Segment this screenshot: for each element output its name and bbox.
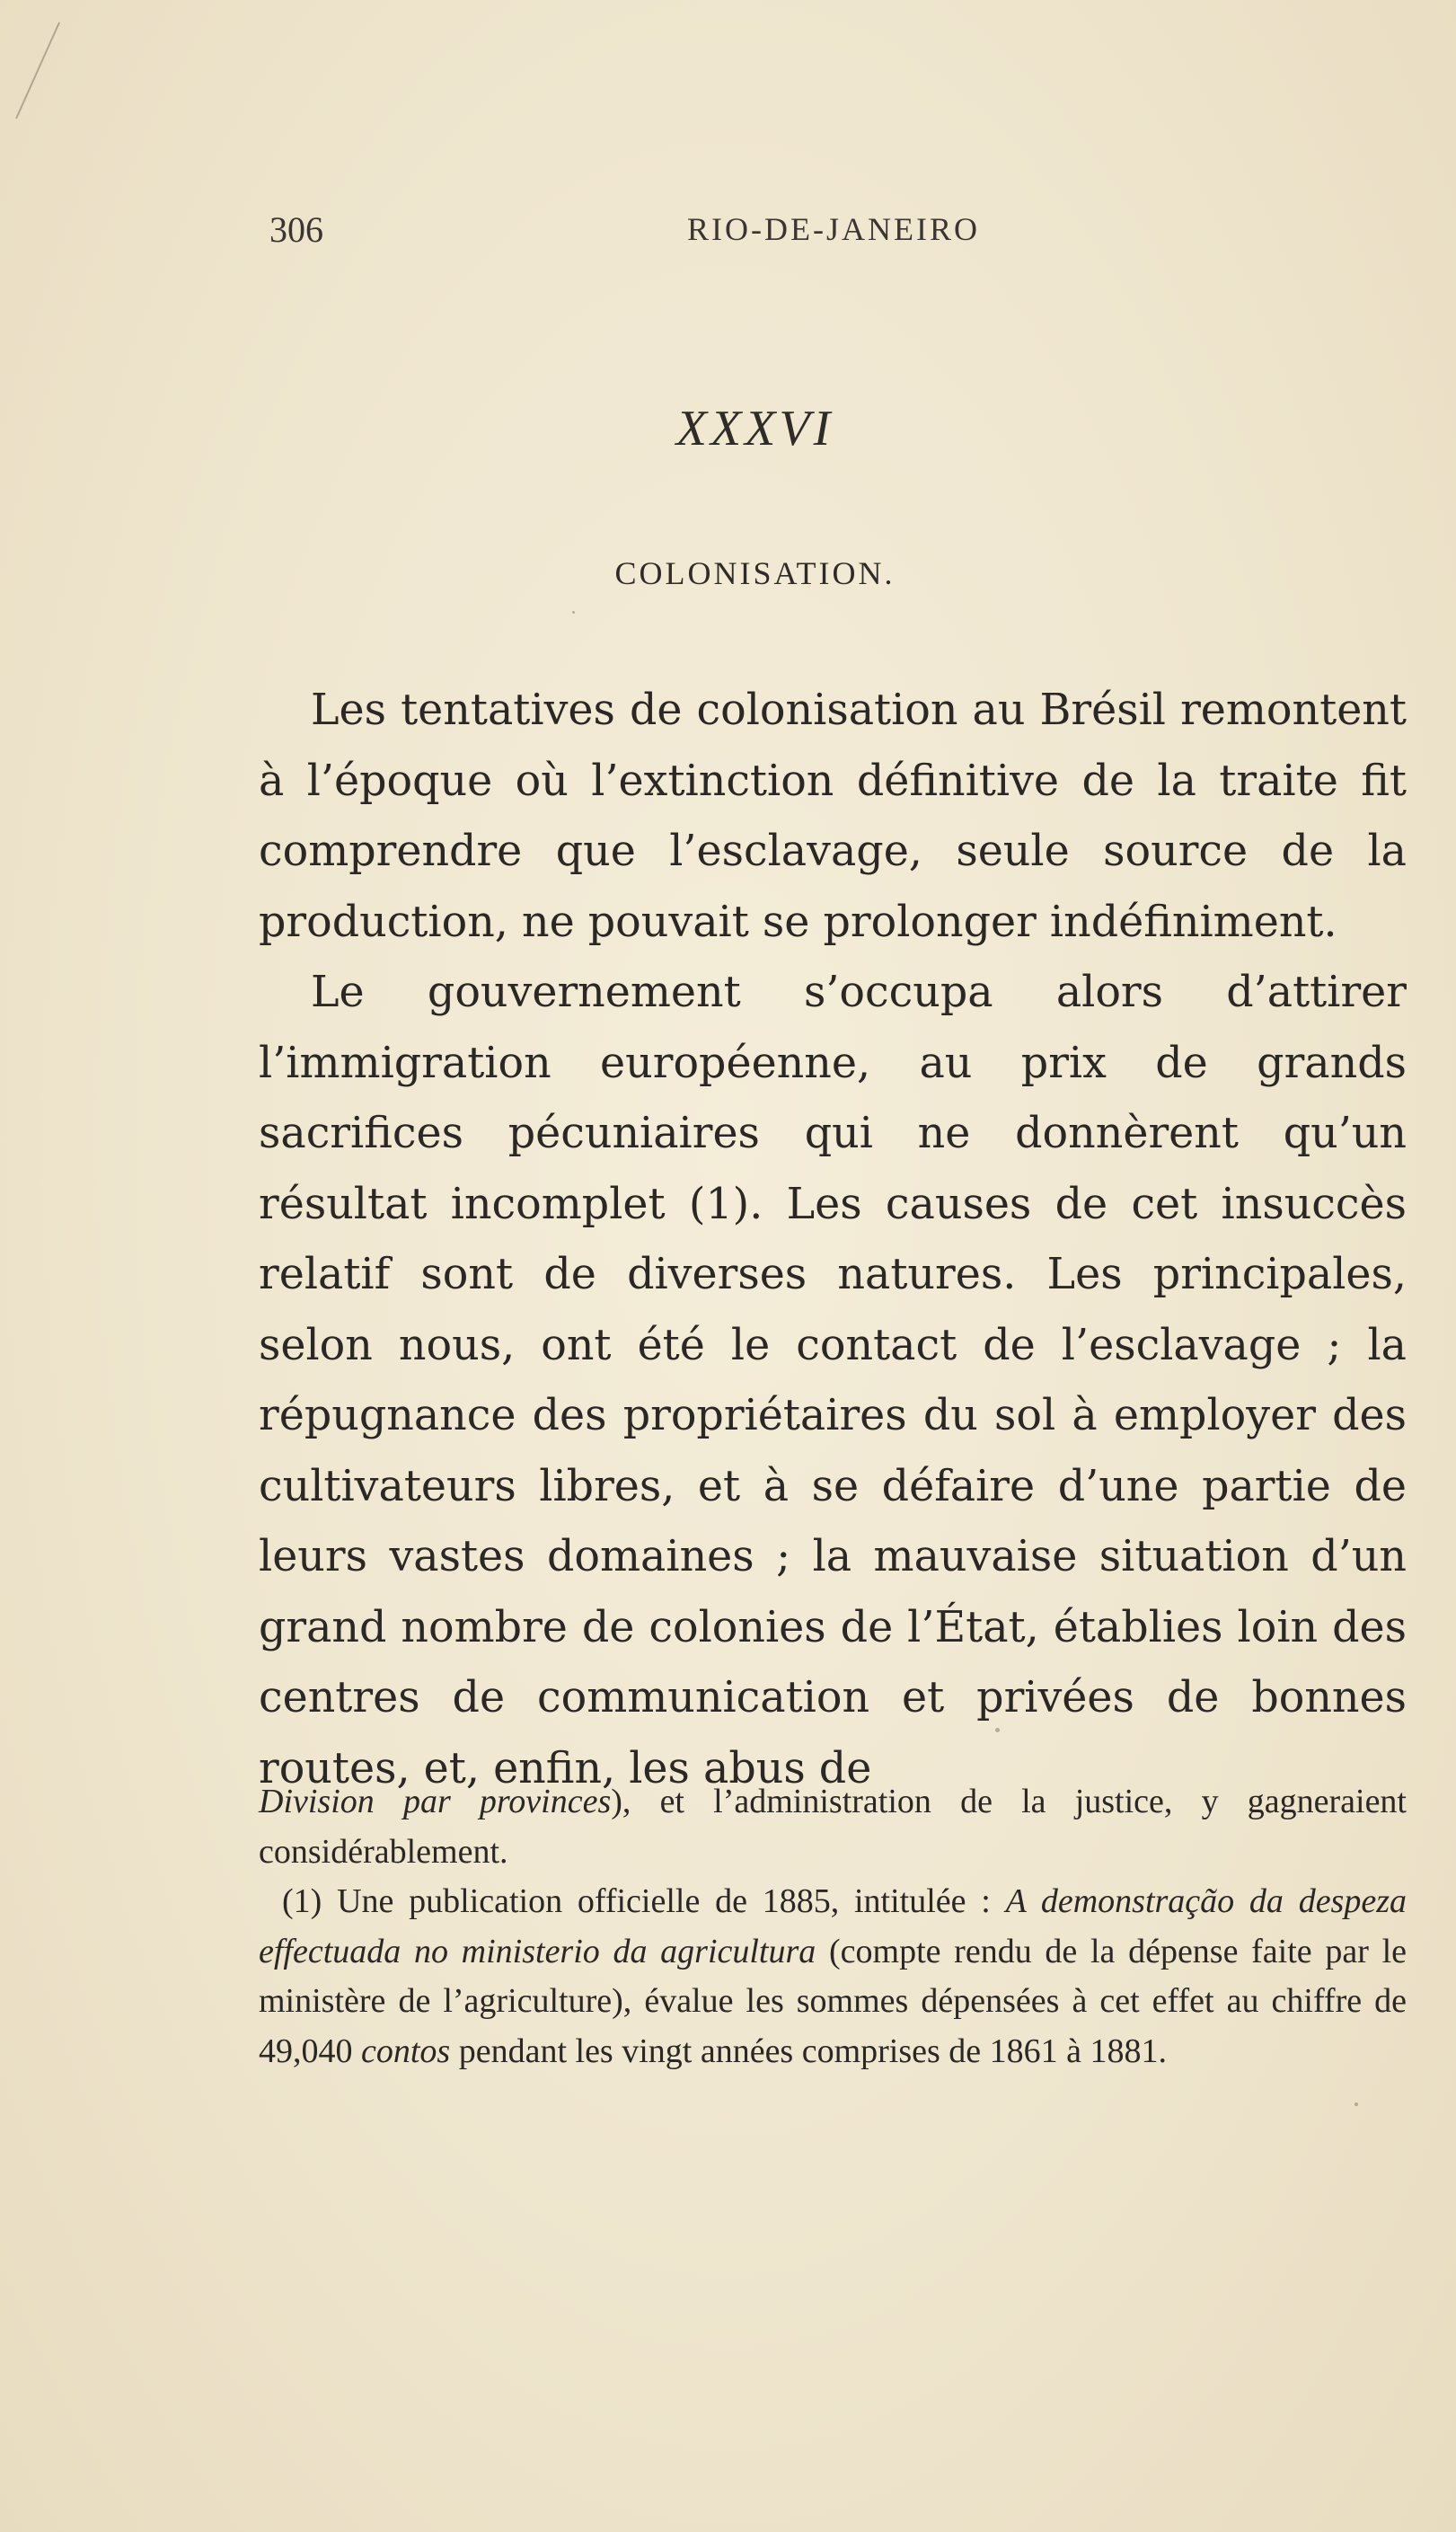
footnote-text: Une publication officielle de 1885, intitulée :: [337, 1882, 991, 1920]
ink-speck: [1355, 2103, 1358, 2106]
footnote-1: [259, 1877, 1407, 2076]
running-head: RIO-DE-JANEIRO: [687, 211, 980, 247]
chapter-number: XXXVI: [675, 401, 834, 456]
page-number: 306: [269, 209, 323, 250]
footnote-text: pendant les vingt années comprises de 1861 à 1881.: [458, 2032, 1168, 2070]
pencil-mark-icon: [5, 18, 68, 126]
footnote-italic-title: A demonstração da despeza effectuada no ministerio da agricultura: [259, 1882, 1407, 1970]
footnote-marker: (1): [282, 1882, 322, 1920]
footnote-italic-text: Division par provinces: [259, 1783, 612, 1820]
paragraph: Le gouvernement s’occupa alors d’attirer l’immigration européenne, au prix de grands sacrifices pécuniaires qui ne donnèrent qu’un résultat incomplet (1). Les causes de cet insuccès relatif sont de diverses natures. Les principales, selon nous, ont été le contact de l’esclavage ; la répugnance des propriétaires du sol à employer des cultivateurs libres, et à se défaire d’une partie de leurs vastes domaines ; la mauvaise situation d’un grand nombre de colonies de l’État, établies loin des centres de communication et privées de bonnes routes, et, enfin, les abus de: [259, 968, 1407, 1793]
footnote-text: ), et l’administration de la justice, y gagneraient considérablement.: [259, 1783, 1407, 1871]
ink-speck: [995, 1728, 1000, 1732]
chapter-title: COLONISATION.: [614, 555, 896, 591]
footnote-text: (compte rendu de la dépense faite par le ministère de l’agriculture), évalue les sommes dépensées à cet effet au chiffre de 49,040: [259, 1932, 1407, 2070]
ink-speck: [572, 611, 575, 614]
page-header: [0, 208, 1456, 262]
footnotes: [259, 1777, 1407, 2076]
paragraph: Les tentatives de colonisation au Brésil remontent à l’époque où l’extinction définitive de la traite fit comprendre que l’esclavage, seule source de la production, ne pouvait se prolonger indéfiniment.: [259, 686, 1407, 947]
footnote-italic-unit: contos: [361, 2032, 451, 2070]
footnote-continuation: [259, 1777, 1407, 1877]
body-text: [259, 676, 1407, 1804]
